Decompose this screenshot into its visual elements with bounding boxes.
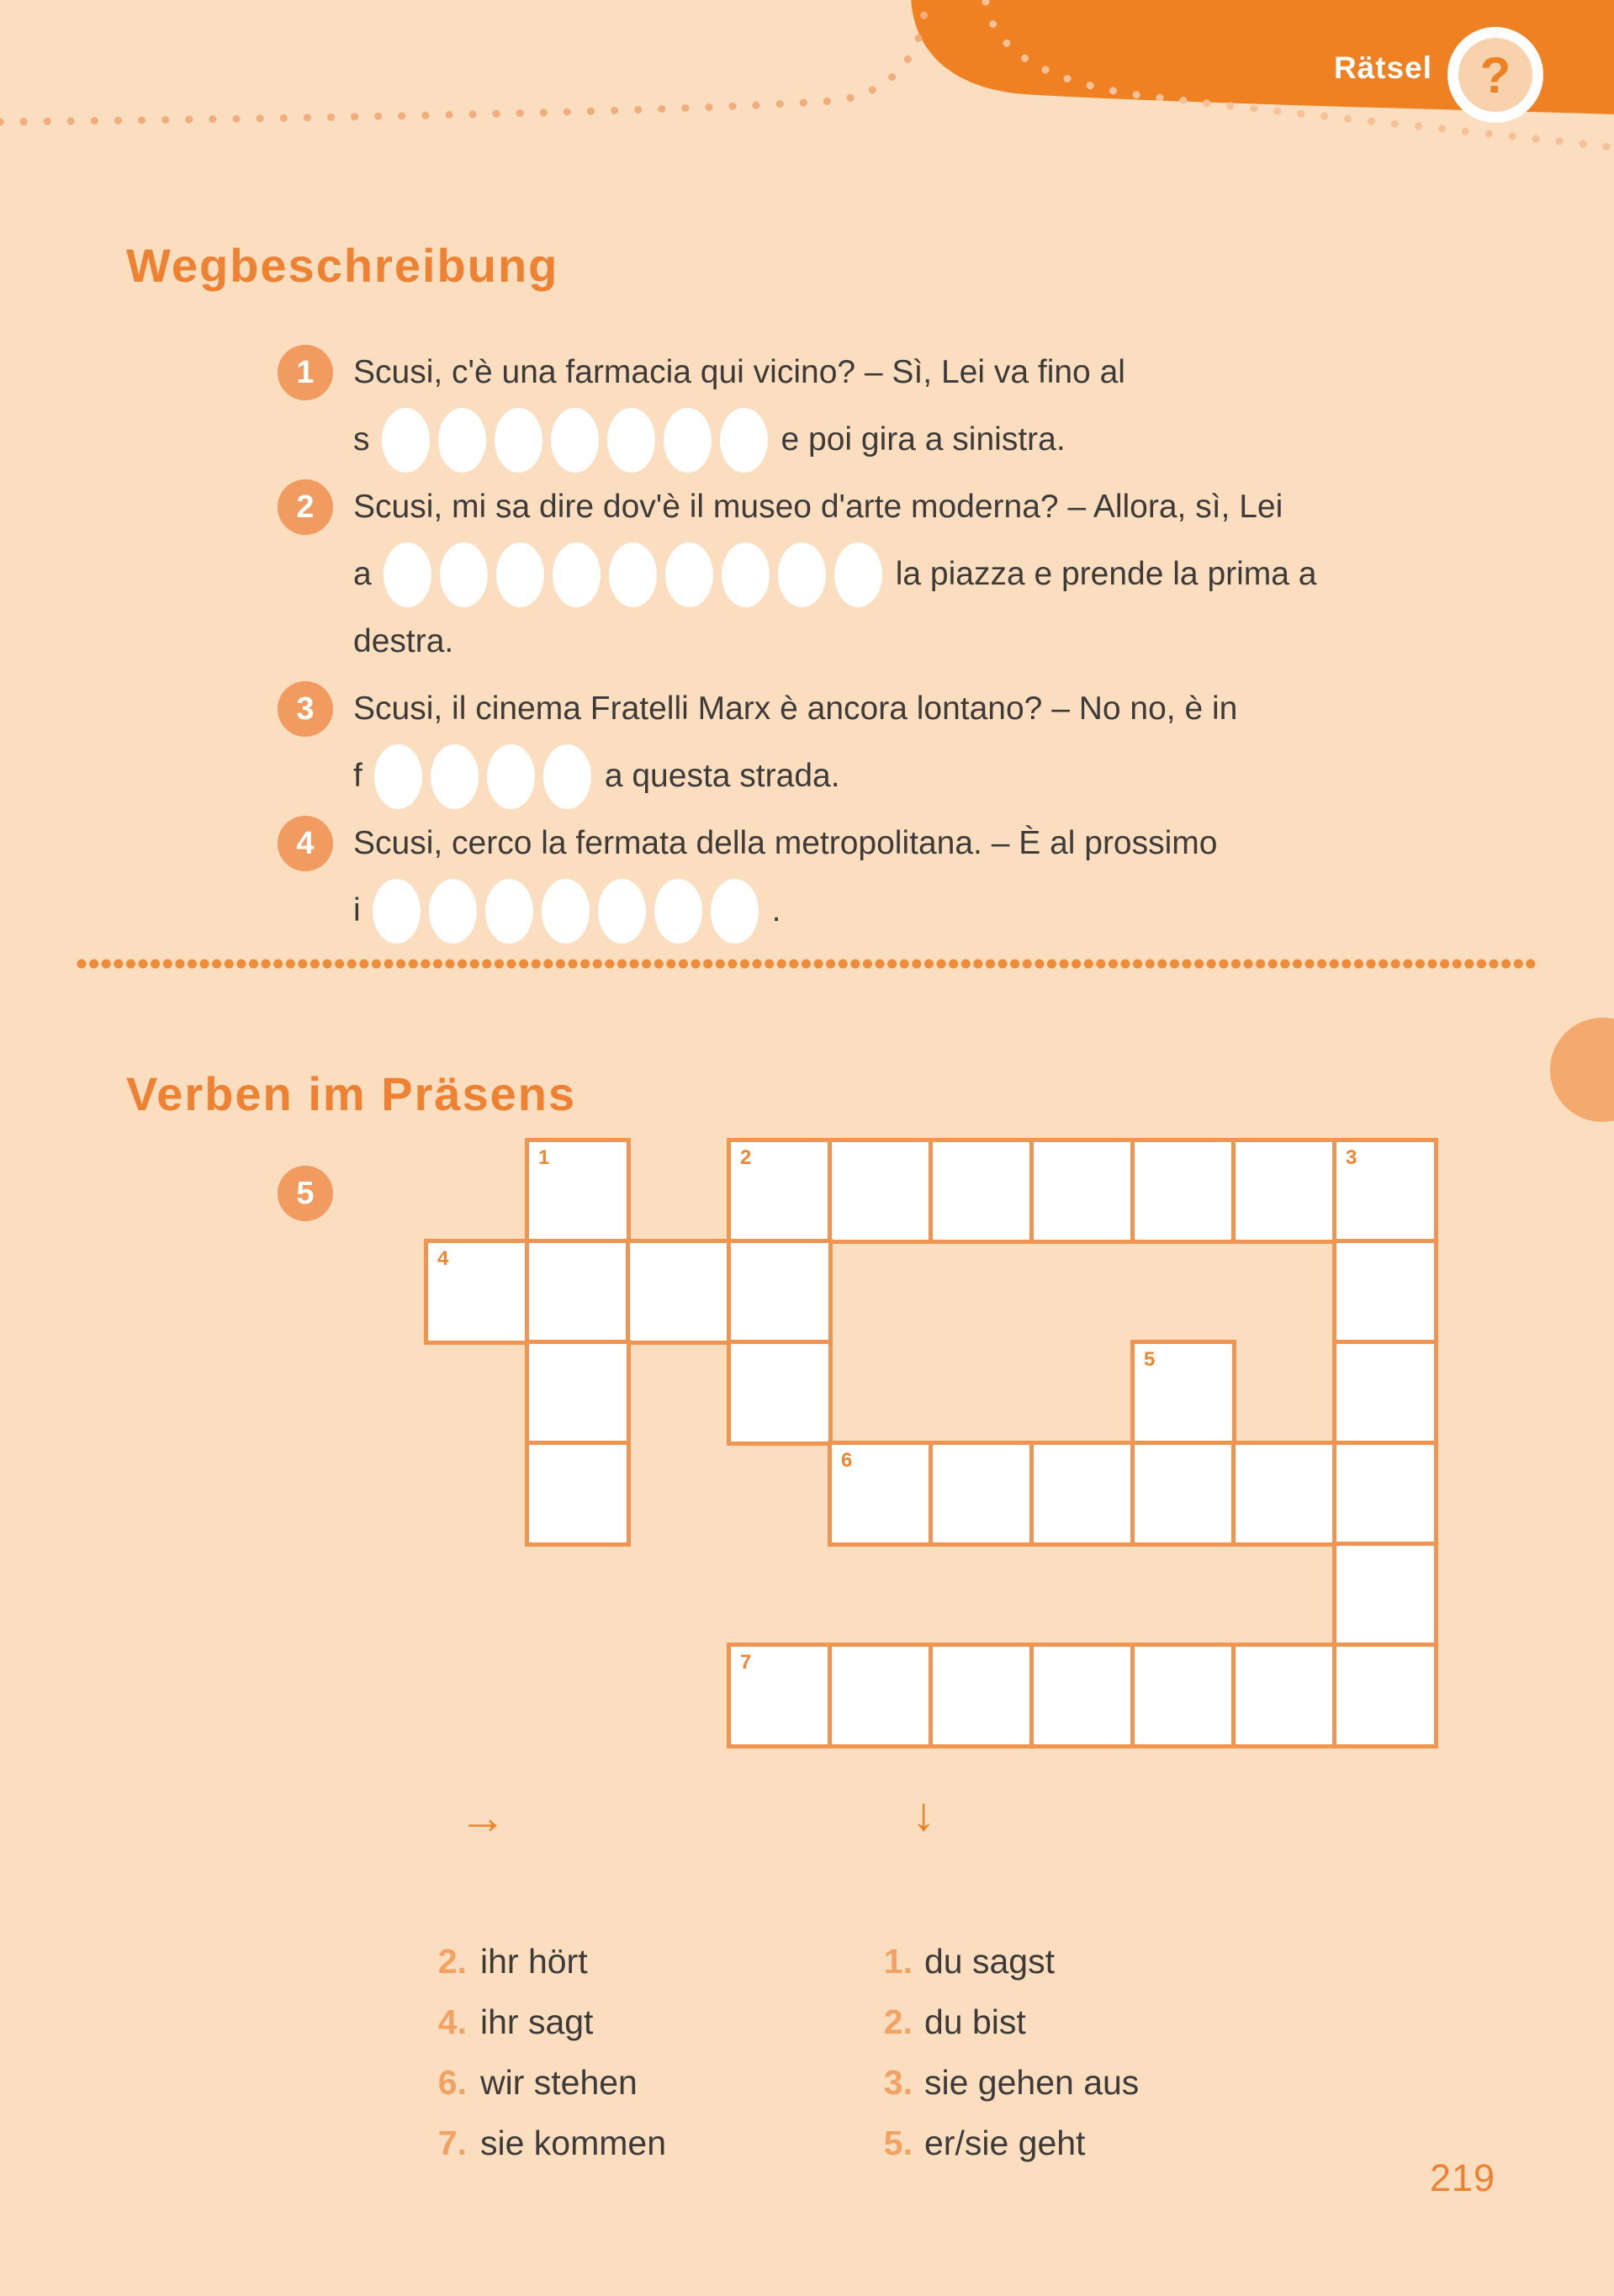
crossword-cell[interactable] (828, 1441, 934, 1547)
crossword-cell[interactable] (828, 1138, 934, 1244)
crossword-cell[interactable] (1231, 1138, 1337, 1244)
answer-letter-blank[interactable] (440, 542, 488, 607)
clue-row (833, 2113, 1139, 2173)
answer-letter-blank[interactable] (609, 542, 657, 607)
clue-text: sie kommen (480, 2123, 667, 2162)
answer-letter-blank[interactable] (496, 542, 544, 607)
clue-number: 6. (437, 2062, 467, 2102)
exercise-text-line (353, 743, 1438, 810)
answer-letter-blank[interactable] (720, 408, 768, 473)
clue-row (833, 1992, 1139, 2052)
section-title-wegbeschreibung: Wegbeschreibung (126, 239, 559, 292)
clue-row (383, 2113, 666, 2173)
down-clues (833, 1931, 1139, 2173)
clue-text: sie gehen aus (924, 2062, 1140, 2102)
item-number-badge: 4 (278, 816, 333, 871)
answer-letter-blank[interactable] (607, 408, 655, 473)
clue-text: du sagst (924, 1941, 1055, 1981)
crossword-cell[interactable] (1130, 1340, 1236, 1446)
answer-letter-blank[interactable] (487, 744, 535, 809)
item-number-badge: 3 (278, 681, 333, 737)
answer-letter-blank[interactable] (542, 879, 590, 944)
crossword-cell[interactable] (727, 1643, 833, 1748)
header-banner-decoration (0, 0, 1614, 177)
answer-letter-blank[interactable] (429, 879, 477, 944)
crossword-cell[interactable] (1332, 1138, 1438, 1244)
answer-letter-blank[interactable] (438, 408, 486, 473)
header-tab-label: Rätsel (1333, 50, 1432, 85)
clue-row (383, 2052, 666, 2113)
clue-number: 7. (437, 2123, 467, 2162)
side-tab (1550, 1018, 1614, 1122)
answer-letter-blank[interactable] (834, 542, 882, 607)
answer-letter-blank[interactable] (664, 408, 712, 473)
clue-number: 2. (883, 2002, 913, 2041)
clue-number: 5. (883, 2123, 913, 2162)
crossword-cell[interactable] (1332, 1542, 1438, 1648)
page-number: 219 (1430, 2156, 1496, 2199)
crossword-cell[interactable] (626, 1239, 732, 1345)
crossword-cell[interactable] (525, 1441, 631, 1547)
crossword-cell[interactable] (929, 1138, 1035, 1244)
exercise-item (278, 473, 1438, 675)
answer-letter-blank[interactable] (374, 744, 422, 809)
exercise-text-line (353, 406, 1438, 473)
crossword-cell-number: 7 (740, 1651, 752, 1674)
crossword-grid (426, 1140, 1448, 1759)
answer-letter-blank[interactable] (373, 879, 421, 944)
answer-letter-blank[interactable] (485, 879, 533, 944)
exercise-text-line (353, 877, 1438, 944)
crossword-cell[interactable] (1130, 1138, 1236, 1244)
answer-letter-blank[interactable] (778, 542, 826, 607)
crossword-cell[interactable] (1332, 1239, 1438, 1345)
clue-text: wir stehen (480, 2062, 638, 2102)
exercise-text: e poi gira a sinistra. (781, 421, 1066, 458)
crossword-cell[interactable] (828, 1643, 934, 1748)
clue-row (383, 1931, 666, 1992)
answer-letter-blank[interactable] (722, 542, 770, 607)
exercise-text: a questa strada. (604, 758, 840, 794)
clue-text: du bist (924, 2002, 1026, 2041)
exercise-item (278, 810, 1438, 944)
crossword-cell[interactable] (1231, 1643, 1337, 1748)
crossword-cell[interactable] (525, 1138, 631, 1244)
answer-start-letter: a (353, 556, 372, 592)
clue-row (833, 1931, 1139, 1992)
answer-letter-blank[interactable] (654, 879, 702, 944)
answer-letter-blank[interactable] (431, 744, 479, 809)
down-arrow-icon: ↓ (912, 1787, 935, 1840)
answer-letter-blank[interactable] (711, 879, 759, 944)
crossword-cell-number: 5 (1144, 1348, 1156, 1371)
crossword-cell[interactable] (727, 1239, 833, 1345)
answer-letter-blank[interactable] (598, 879, 646, 944)
crossword-cell[interactable] (727, 1138, 833, 1244)
crossword-cell[interactable] (929, 1441, 1035, 1547)
crossword-cell[interactable] (1130, 1643, 1236, 1748)
crossword-cell[interactable] (1332, 1441, 1438, 1547)
answer-start-letter: s (353, 421, 370, 458)
item-number-badge: 5 (278, 1166, 333, 1221)
clue-number: 4. (437, 2002, 467, 2041)
clue-row (833, 2052, 1139, 2113)
question-mark-icon: ? (1447, 27, 1543, 123)
exercise-text-line: destra. (353, 623, 454, 659)
item-number-badge: 2 (278, 479, 333, 535)
answer-letter-blank[interactable] (543, 744, 591, 809)
clue-number: 1. (883, 1941, 913, 1981)
crossword-cell-number: 4 (437, 1247, 449, 1270)
exercise-text-line: Scusi, mi sa dire dov'è il museo d'arte moderna? – Allora, sì, Lei (353, 489, 1283, 525)
crossword-cell[interactable] (525, 1239, 631, 1345)
clue-row (383, 1992, 666, 2052)
clue-number: 3. (883, 2062, 913, 2102)
crossword-cell-number: 1 (538, 1146, 550, 1169)
across-clues (383, 1931, 666, 2173)
clue-number: 2. (437, 1941, 467, 1981)
exercise-text-line: Scusi, c'è una farmacia qui vicino? – Sì, Lei va fino al (353, 354, 1125, 390)
answer-start-letter: i (353, 892, 361, 928)
section-title-verben: Verben im Präsens (126, 1067, 577, 1120)
crossword-cell-number: 2 (740, 1146, 752, 1169)
crossword-cell[interactable] (1332, 1340, 1438, 1446)
exercise-text: la piazza e prende la prima a (895, 556, 1317, 592)
crossword-cell[interactable] (1029, 1441, 1135, 1547)
answer-letter-blank[interactable] (553, 542, 601, 607)
crossword-cell-number: 6 (841, 1449, 853, 1472)
crossword-cell[interactable] (1029, 1643, 1135, 1748)
crossword-cell[interactable] (929, 1643, 1035, 1748)
answer-start-letter: f (353, 758, 362, 794)
crossword-cell-number: 3 (1346, 1146, 1357, 1169)
across-arrow-icon: → (459, 1791, 506, 1844)
answer-letter-blank[interactable] (665, 542, 713, 607)
answer-letter-blank[interactable] (495, 408, 542, 473)
clue-text: ihr hört (480, 1941, 588, 1981)
crossword-cell[interactable] (1130, 1441, 1236, 1547)
answer-letter-blank[interactable] (384, 542, 431, 607)
exercise-text: . (771, 892, 781, 928)
exercise-items (278, 339, 1438, 944)
dotted-curve-left (0, 2, 925, 122)
exercise-text-line: Scusi, cerco la fermata della metropolitana. – È al prossimo (353, 825, 1218, 861)
exercise-text-line: Scusi, il cinema Fratelli Marx è ancora lontano? – No no, è in (353, 690, 1238, 727)
crossword-cell[interactable] (424, 1239, 530, 1345)
clue-text: ihr sagt (480, 2002, 594, 2041)
item-number-badge: 1 (278, 345, 333, 400)
exercise-item (278, 675, 1438, 810)
crossword-cell[interactable] (525, 1340, 631, 1446)
crossword-cell[interactable] (1029, 1138, 1135, 1244)
clue-text: er/sie geht (924, 2123, 1086, 2162)
answer-letter-blank[interactable] (551, 408, 599, 473)
crossword-cell[interactable] (727, 1340, 833, 1446)
exercise-item (278, 339, 1438, 473)
answer-letter-blank[interactable] (382, 408, 430, 473)
crossword-cell[interactable] (1332, 1643, 1438, 1748)
crossword-cell[interactable] (1231, 1441, 1337, 1547)
exercise-text-line (353, 541, 1438, 608)
